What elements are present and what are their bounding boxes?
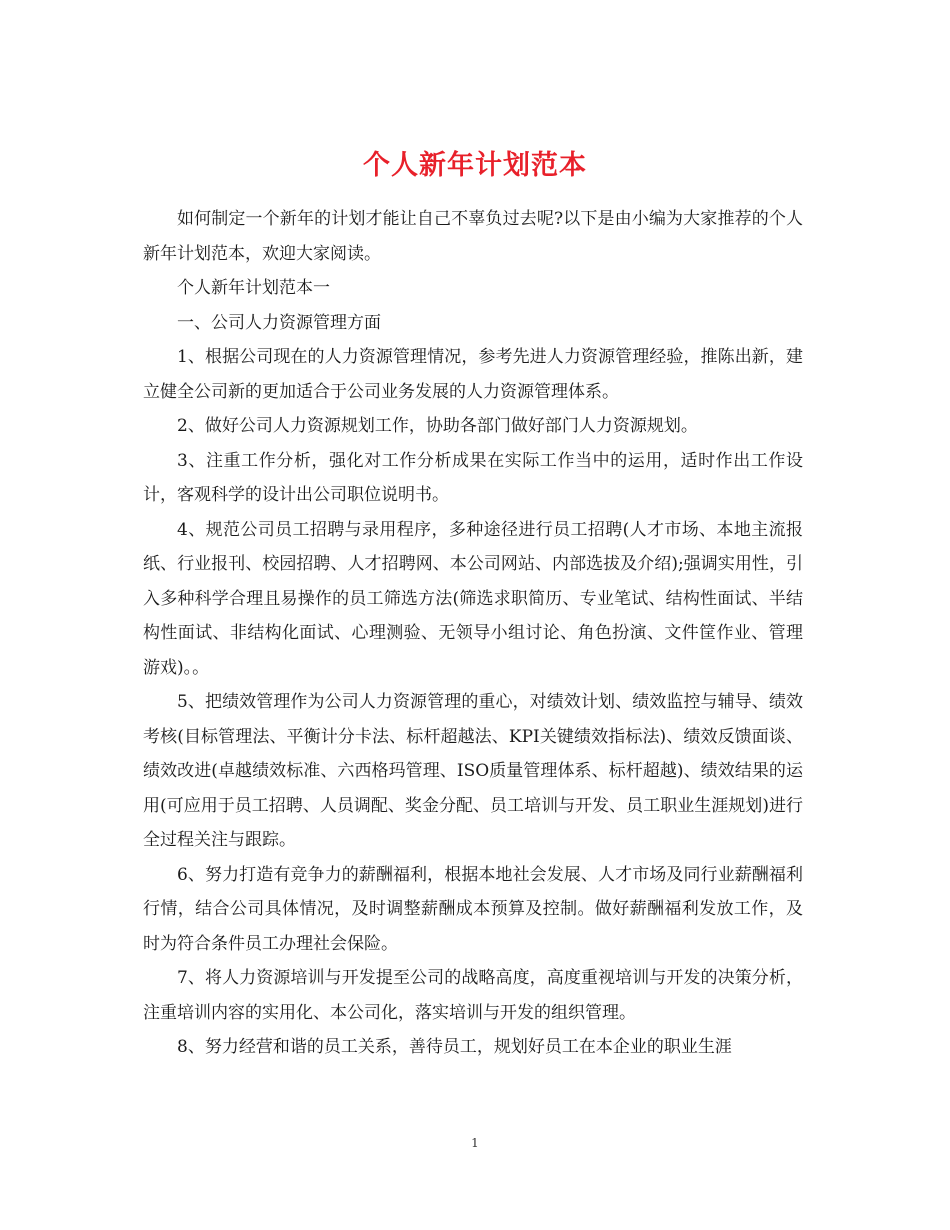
document-body xyxy=(143,202,803,1065)
plan-item-6: 6、努力打造有竞争力的薪酬福利，根据本地社会发展、人才市场及同行业薪酬福利行情，结合公司具体情况，及时调整薪酬成本预算及控制。做好薪酬福利发放工作，及时为符合条件员工办理社会保险。 xyxy=(143,864,803,954)
plan-item-1: 1、根据公司现在的人力资源管理情况，参考先进人力资源管理经验，推陈出新，建立健全公司新的更加适合于公司业务发展的人力资源管理体系。 xyxy=(143,347,803,402)
subsection-heading: 一、公司人力资源管理方面 xyxy=(177,312,381,333)
page-number: 1 xyxy=(471,1136,479,1150)
plan-item-8: 8、努力经营和谐的员工关系，善待员工，规划好员工在本企业的职业生涯 xyxy=(177,1037,732,1057)
plan-item-3: 3、注重工作分析，强化对工作分析成果在实际工作当中的运用，适时作出工作设计，客观科学的设计出公司职位说明书。 xyxy=(143,450,803,505)
intro-paragraph: 如何制定一个新年的计划才能让自己不辜负过去呢?以下是由小编为大家推荐的个人新年计划范本，欢迎大家阅读。 xyxy=(143,209,803,264)
document-title: 个人新年计划范本 xyxy=(363,150,587,182)
plan-item-5: 5、把绩效管理作为公司人力资源管理的重心，对绩效计划、绩效监控与辅导、绩效考核(目标管理法、平衡计分卡法、标杆超越法、KPI关键绩效指标法)、绩效反馈面谈、绩效改进(卓越绩效标准、六西格玛管理、ISO质量管理体系、标杆超越)、绩效结果的运用(可应用于员工招聘、人员调配、奖金分配、员工培训与开发、员工职业生涯规划)进行全过程关注与跟踪。 xyxy=(143,692,803,850)
section-heading: 个人新年计划范本一 xyxy=(177,278,330,298)
plan-item-2: 2、做好公司人力资源规划工作，协助各部门做好部门人力资源规划。 xyxy=(177,416,698,436)
plan-item-7: 7、将人力资源培训与开发提至公司的战略高度，高度重视培训与开发的决策分析，注重培训内容的实用化、本公司化，落实培训与开发的组织管理。 xyxy=(143,968,803,1023)
plan-item-4: 4、规范公司员工招聘与录用程序，多种途径进行员工招聘(人才市场、本地主流报纸、行业报刊、校园招聘、人才招聘网、本公司网站、内部选拔及介绍);强调实用性，引入多种科学合理且易操作的员工筛选方法(筛选求职简历、专业笔试、结构性面试、半结构性面试、非结构化面试、心理测验、无领导小组讨论、角色扮演、文件筐作业、管理游戏)。。 xyxy=(143,519,803,678)
